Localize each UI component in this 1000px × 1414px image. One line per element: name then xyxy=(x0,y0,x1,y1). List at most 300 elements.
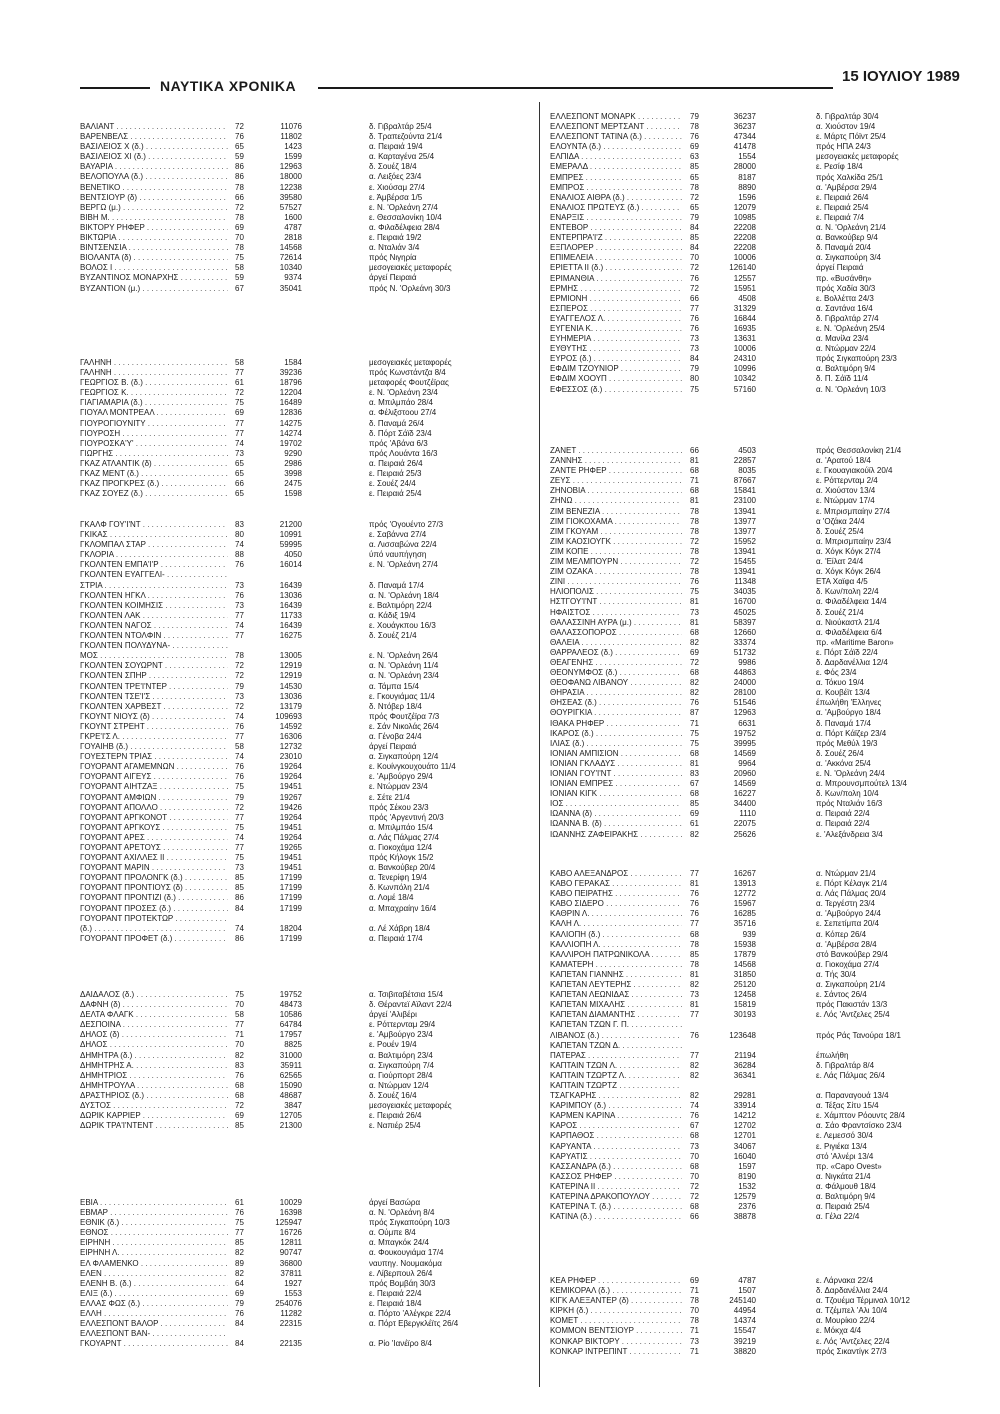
ship-name: ΓΟΥΟΡΑΝΤ ΠΡΟΤΕΚΤΩΡ . . . xyxy=(80,914,228,924)
table-row xyxy=(550,527,970,537)
build-year: 82 xyxy=(690,688,699,698)
table-row xyxy=(550,1152,970,1162)
position-status: δ. Παναμά 17/4 xyxy=(816,718,871,728)
build-year: 70 xyxy=(235,1000,244,1010)
ship-name: ΖΗΝΟΒΙΑ . . . xyxy=(550,486,682,496)
position-status: δ. Σουέζ 25/4 xyxy=(816,526,864,536)
tonnage: 10985 xyxy=(733,212,756,222)
tonnage: 15952 xyxy=(733,536,756,546)
position-status: α. 'Αμβούργο 18/4 xyxy=(816,708,881,718)
table-row xyxy=(550,779,970,789)
table-row xyxy=(550,889,970,899)
build-year: 73 xyxy=(235,691,244,701)
tonnage: 3998 xyxy=(284,469,302,479)
build-year: 85 xyxy=(235,873,244,883)
build-year: 81 xyxy=(690,617,699,627)
build-year: 81 xyxy=(690,597,699,607)
table-row xyxy=(550,547,970,557)
tonnage: 19451 xyxy=(279,853,302,863)
position-status: στό 'Αλνέρι 13/4 xyxy=(816,1151,874,1161)
build-year: 78 xyxy=(235,243,244,253)
ship-name: ΙΘΑΚΑ ΡΗΦΕΡ . . . xyxy=(550,719,682,729)
build-year: 65 xyxy=(235,469,244,479)
left-column-section xyxy=(80,520,525,944)
tonnage: 31850 xyxy=(733,969,756,979)
ship-name: ΔΑΙΔΑΛΟΣ (δ.) . . . xyxy=(80,990,228,1000)
build-year: 75 xyxy=(235,1218,244,1228)
table-row xyxy=(80,530,525,540)
tonnage: 16398 xyxy=(279,1208,302,1218)
position-status: πρός Νιγηρία xyxy=(369,253,417,263)
build-year: 72 xyxy=(690,283,699,293)
position-status: α. Ν. 'Ορλεάνη 21/4 xyxy=(816,223,886,233)
table-row xyxy=(550,1276,970,1286)
build-year: 81 xyxy=(690,969,699,979)
tonnage: 17879 xyxy=(733,949,756,959)
tonnage: 1423 xyxy=(284,142,302,152)
position-status: α. 'Είλατ 24/4 xyxy=(816,557,864,567)
position-status: ε. Πειραιά 22/4 xyxy=(369,1288,422,1298)
table-row xyxy=(550,274,970,284)
tonnage: 4503 xyxy=(738,446,756,455)
build-year: 68 xyxy=(690,466,699,476)
position-status: α. Πειραιά 19/4 xyxy=(369,142,423,152)
position-status: α. Μπρισμπαίην 23/4 xyxy=(816,536,892,546)
position-status: α. Φέλιξστοου 27/4 xyxy=(369,408,437,418)
tonnage: 8187 xyxy=(738,172,756,182)
table-row xyxy=(550,456,970,466)
ship-name: (δ.) . . . xyxy=(80,924,228,934)
ship-name: ΕΛΛΕΣΠΟΝΤ ΜΟΝΑΡΚ . . . xyxy=(550,112,682,122)
ship-name: ΘΕΟΦΑΝΩ ΛΙΒΑΝΟΥ . . . xyxy=(550,678,682,688)
ship-name: ΓΚΟΛΝΤΕΝ ΤΡΕ'Ι'ΝΤΕΡ . . . xyxy=(80,682,228,692)
ship-name: ΛΙΒΑΝΟΣ (δ.) . . . xyxy=(550,1031,682,1041)
ship-name: ΚΑΠΤΑΙΝ ΤΖΩΝ Λ. . . . xyxy=(550,1061,682,1071)
position-status: πρός Ράς Τανούρα 18/1 xyxy=(816,1030,901,1040)
table-row xyxy=(550,294,970,304)
build-year: 73 xyxy=(235,580,244,590)
build-year: 76 xyxy=(235,762,244,772)
position-status: α. Πειραιά 26/4 xyxy=(369,458,423,468)
tonnage: 12963 xyxy=(733,708,756,718)
position-status: α. Βαλτιμόρη 9/4 xyxy=(816,1192,876,1201)
tonnage: 12238 xyxy=(279,182,302,192)
build-year: 85 xyxy=(235,1238,244,1248)
table-row xyxy=(80,1010,525,1020)
ship-name: ΕΛΛΕΣΠΟΝΤ ΒΑΝ- . . . xyxy=(80,1329,228,1339)
table-row xyxy=(550,729,970,739)
build-year: 82 xyxy=(690,1070,699,1080)
ship-name: ΒΥΖΑΝΤΙΝΟΣ ΜΟΝΑΡΧΗΣ . . . xyxy=(80,273,228,283)
ship-name: ΕΝΤΕΡΠΡΑ'Ι'Ζ . . . xyxy=(550,233,682,243)
position-status: δ. Ντόβερ 18/4 xyxy=(369,701,422,711)
table-row xyxy=(550,1020,970,1030)
ship-name: ΒΟΛΟΣ Ι . . . xyxy=(80,263,228,273)
ship-name: ΕΒΜΑΡ . . . xyxy=(80,1208,228,1218)
tonnage: 2818 xyxy=(284,233,302,243)
position-status: α. Νιούκαστλ 21/4 xyxy=(816,617,880,627)
position-status: α. Βανκούβερ 20/4 xyxy=(369,863,436,873)
build-year: 69 xyxy=(690,809,699,819)
position-status: ε. 'Αμβούργο 29/4 xyxy=(369,772,433,782)
position-status: άργεί Πειραιά xyxy=(369,742,417,752)
build-year: 76 xyxy=(235,132,244,142)
tonnage: 245140 xyxy=(729,1296,756,1306)
tonnage: 15455 xyxy=(733,557,756,567)
position-status: α. Σιγκαπούρη 21/4 xyxy=(816,980,886,990)
ship-name: ΖΙΜ ΓΙΟΚΟΧΑΜΑ . . . xyxy=(550,517,682,527)
tonnage: 23100 xyxy=(733,496,756,506)
build-year: 75 xyxy=(235,822,244,832)
build-year: 82 xyxy=(235,1268,244,1278)
tonnage: 10006 xyxy=(733,253,756,263)
build-year: 58 xyxy=(235,358,244,367)
position-status: δ. Κωνπόλη 21/4 xyxy=(369,883,430,893)
table-row xyxy=(550,1162,970,1172)
table-row xyxy=(550,304,970,314)
ship-name: ΓΚΑΖ ΣΟΥΕΖ (δ.) . . . xyxy=(80,489,228,499)
table-row xyxy=(550,1051,970,1061)
table-row xyxy=(80,722,525,732)
position-status: πρός Κωνστάντζα 8/4 xyxy=(369,368,446,378)
tonnage: 18204 xyxy=(279,923,302,933)
build-year: 72 xyxy=(235,671,244,681)
build-year: 86 xyxy=(235,933,244,943)
table-row xyxy=(550,496,970,506)
position-status: α. Νιγκάτα 21/4 xyxy=(816,1171,871,1181)
build-year: 76 xyxy=(235,560,244,570)
tonnage: 19451 xyxy=(279,863,302,873)
build-year: 81 xyxy=(690,456,699,466)
position-status: ε. Ν. 'Ορλεάνη 27/4 xyxy=(369,560,438,570)
table-row xyxy=(550,1131,970,1141)
position-status: α. Ρίο 'Ιανέϊρο 8/4 xyxy=(369,1339,432,1349)
ship-name: ΓΚΛΟΡΙΑ . . . xyxy=(80,550,228,560)
position-status: ε. Πειραιά 26/4 xyxy=(369,1111,422,1121)
table-row xyxy=(80,142,525,152)
ship-name: ΘΕΟΝΥΜΦΟΣ (δ.) . . . xyxy=(550,668,682,678)
tonnage: 20960 xyxy=(733,769,756,778)
position-status: ε. Πειραιά 7/4 xyxy=(816,212,865,222)
tonnage: 17199 xyxy=(279,933,302,943)
ship-name: ΚΟΝΚΑΡ ΙΝΤΡΕΠΙΝΤ . . . xyxy=(550,1347,682,1357)
build-year: 72 xyxy=(235,661,244,671)
ship-name: ΚΑΤΕΡΙΝΑ ΙΙ . . . xyxy=(550,1182,682,1192)
position-status: α. Τόκυο 19/4 xyxy=(816,678,864,688)
ship-name: ΚΑΠΕΤΑΝ ΛΕΥΤΕΡΗΣ . . . xyxy=(550,980,682,990)
table-row xyxy=(550,940,970,950)
table-row xyxy=(80,682,525,692)
tonnage: 21194 xyxy=(734,1050,756,1060)
build-year: 77 xyxy=(690,869,699,878)
table-row xyxy=(80,570,525,580)
ship-name: ΕΛΠΙΔΑ . . . xyxy=(550,152,682,162)
build-year: 78 xyxy=(690,526,699,536)
position-status: πρός Σιγκαπούρη 23/3 xyxy=(816,354,897,364)
table-row xyxy=(80,152,525,162)
position-status: α. Ν. 'Ορλεάνη 8/4 xyxy=(369,1208,435,1218)
position-status: α. 'Αμβέρσα 28/4 xyxy=(816,939,877,949)
tonnage: 22208 xyxy=(733,223,756,233)
ship-name: ΕΛΕΝΗ Β. (δ.) . . . xyxy=(80,1279,228,1289)
position-status: ε. Πειραιά 18/4 xyxy=(369,1298,422,1308)
build-year: 69 xyxy=(235,408,244,418)
ship-name: ΕΠΙΜΕΛΕΙΑ . . . xyxy=(550,253,682,263)
position-status: πρ. «Βυσάνθη» xyxy=(816,273,872,283)
build-year: 73 xyxy=(690,607,699,617)
table-row xyxy=(550,173,970,183)
position-status: α. Τάμπα 15/4 xyxy=(369,681,419,691)
ship-name: ΒΑΣΙΛΕΙΟΣ Χ (δ.) . . . xyxy=(80,142,228,152)
tonnage: 14568 xyxy=(279,243,302,253)
position-status: α. Μουρίκιο 22/4 xyxy=(816,1316,875,1326)
position-status: α. Γιούρπορτ 28/4 xyxy=(369,1070,433,1080)
table-row xyxy=(550,909,970,919)
position-status: α. Σιγκαπούρη 7/4 xyxy=(369,1060,434,1070)
table-row xyxy=(550,930,970,940)
tonnage: 16726 xyxy=(279,1228,302,1238)
tonnage: 13913 xyxy=(733,879,756,889)
build-year: 87 xyxy=(690,708,699,718)
tonnage: 16844 xyxy=(733,313,756,323)
build-year: 78 xyxy=(690,1316,699,1326)
build-year: 75 xyxy=(235,398,244,408)
table-row xyxy=(550,557,970,567)
ship-name: ΓΟΥΟΡΑΝΤ ΑΡΓΚΟΝΟΤ . . . xyxy=(80,813,228,823)
position-status: α. Πόρτ Κάϊζερ 23/4 xyxy=(816,728,887,738)
build-year: 74 xyxy=(235,923,244,933)
tonnage: 12919 xyxy=(279,661,302,671)
position-status: α. Ν. 'Ορλεάνη 10/3 xyxy=(816,384,886,394)
position-status: ε. Μόκχα 4/4 xyxy=(816,1326,862,1336)
table-row xyxy=(80,641,525,651)
ship-name: ΣΤΡΙΑ . . . xyxy=(80,581,228,591)
position-status: πρός Λουάντα 16/3 xyxy=(369,448,438,458)
table-row xyxy=(80,398,525,408)
build-year: 74 xyxy=(690,1101,699,1111)
position-status: α. Ντώρμαν 21/4 xyxy=(816,869,876,878)
ship-name: ΚΑΜΑΤΕΡΗ . . . xyxy=(550,960,682,970)
tonnage: 10029 xyxy=(279,1198,302,1207)
table-row xyxy=(80,581,525,591)
ship-name: ΚΟΜΕΤ . . . xyxy=(550,1316,682,1326)
build-year: 76 xyxy=(690,1111,699,1121)
right-column-section xyxy=(550,1276,970,1357)
ship-name: ΒΑΣΙΛΕΙΟΣ ΧΙ (δ.) . . . xyxy=(80,152,228,162)
table-row xyxy=(550,980,970,990)
position-status: α. Κάδιξ 19/4 xyxy=(369,610,416,620)
build-year: 76 xyxy=(690,577,699,587)
build-year: 75 xyxy=(235,253,244,263)
build-year: 68 xyxy=(690,1161,699,1171)
table-row xyxy=(80,243,525,253)
table-row xyxy=(80,1000,525,1010)
position-status: ε. Σουέζ 24/4 xyxy=(369,479,416,489)
tonnage: 1927 xyxy=(284,1278,302,1288)
table-row xyxy=(80,1259,525,1269)
tonnage: 8890 xyxy=(738,182,756,192)
table-row xyxy=(80,479,525,489)
table-row xyxy=(550,1192,970,1202)
ship-name: ΓΚΟΛΝΤΕΝ ΧΑΡΒΕΣΤ . . . xyxy=(80,702,228,712)
tonnage: 17199 xyxy=(279,903,302,913)
ship-name: ΚΕΑ ΡΗΦΕΡ . . . xyxy=(550,1276,682,1286)
table-row xyxy=(550,1142,970,1152)
tonnage: 14374 xyxy=(733,1316,756,1326)
ship-name: ΔΗΜΗΤΡΑ (δ.) . . . xyxy=(80,1051,228,1061)
ship-name: ΙΛΙΑΣ (δ.) . . . xyxy=(550,739,682,749)
position-status: δ. Τραπεζούντα 21/4 xyxy=(369,132,443,142)
tonnage: 22208 xyxy=(733,243,756,253)
build-year: 76 xyxy=(690,909,699,919)
ship-name: ΒΙΚΤΩΡΙΑ . . . xyxy=(80,233,228,243)
tonnage: 8825 xyxy=(284,1040,302,1050)
table-row xyxy=(80,914,525,924)
position-status: ε. Ναπιέρ 25/4 xyxy=(369,1121,421,1131)
tonnage: 2986 xyxy=(284,458,302,468)
position-status: έπωλήθη xyxy=(816,1050,849,1060)
table-row xyxy=(80,1198,525,1208)
tonnage: 17199 xyxy=(279,893,302,903)
build-year: 64 xyxy=(235,1278,244,1288)
tonnage: 9374 xyxy=(284,273,302,283)
tonnage: 14569 xyxy=(733,779,756,789)
right-column-section xyxy=(550,112,970,395)
table-row xyxy=(550,193,970,203)
ship-name: ΒΕΡΓΩ (μ.) . . . xyxy=(80,203,228,213)
build-year: 77 xyxy=(235,418,244,428)
tonnage: 36800 xyxy=(279,1258,302,1268)
ship-name: ΒΙΒΗ Μ. . . . xyxy=(80,213,228,223)
position-status: ε. Πειραιά 25/4 xyxy=(369,489,422,499)
build-year: 66 xyxy=(235,479,244,489)
tonnage: 34035 xyxy=(733,587,756,597)
table-row xyxy=(550,344,970,354)
table-row xyxy=(550,769,970,779)
tonnage: 19265 xyxy=(279,843,302,852)
ship-name: ΘΗΡΑΣΙΑ . . . xyxy=(550,688,682,698)
ship-name: ΚΑΤΕΡΙΝΑ Τ. (δ.) . . . xyxy=(550,1202,682,1212)
ship-name: ΕΛ ΦΛΑΜΕΝΚΟ . . . xyxy=(80,1259,228,1269)
table-row xyxy=(550,1306,970,1316)
ship-name: ΓΟΥΟΡΑΝΤ ΑΓΑΜΕΜΝΩΝ . . . xyxy=(80,762,228,772)
ship-name: ΘΟΥΡΙΓΚΙΑ . . . xyxy=(550,708,682,718)
ship-name: ΕΡΜΙΟΝΗ . . . xyxy=(550,294,682,304)
position-status: δ. Σουέζ 21/4 xyxy=(369,631,417,641)
position-status: πρός 'Αβάνα 6/3 xyxy=(369,438,428,448)
tonnage: 12702 xyxy=(733,1121,756,1131)
build-year: 78 xyxy=(690,182,699,192)
position-status: πρ. «Capo Ovest» xyxy=(816,1161,882,1171)
ship-name: ΓΟΥΟΡΑΝΤ ΑΡΓΚΟΥΣ . . . xyxy=(80,823,228,833)
position-status: ε. Ντώρμαν 17/4 xyxy=(816,496,875,506)
tonnage: 16267 xyxy=(733,869,756,878)
position-status: α. Χόγκ Κόγκ 27/4 xyxy=(816,546,881,556)
table-row xyxy=(550,608,970,618)
build-year: 82 xyxy=(690,1060,699,1070)
build-year: 58 xyxy=(235,263,244,273)
table-row xyxy=(80,1081,525,1091)
ship-name: ΔΕΣΠΟΙΝΑ . . . xyxy=(80,1020,228,1030)
build-year: 83 xyxy=(235,520,244,529)
build-year: 84 xyxy=(690,243,699,253)
build-year: 77 xyxy=(235,843,244,852)
ship-name: ΚΑΠΕΤΑΝ ΔΙΑΜΑΝΤΗΣ . . . xyxy=(550,1010,682,1020)
build-year: 81 xyxy=(690,879,699,889)
table-row xyxy=(550,233,970,243)
build-year: 77 xyxy=(235,731,244,741)
tonnage: 22135 xyxy=(279,1339,302,1349)
table-row xyxy=(80,934,525,944)
ship-name: ΓΟΥΟΡΑΝΤ ΠΡΟΣΕΣ (δ.) . . . xyxy=(80,904,228,914)
tonnage: 9964 xyxy=(738,758,756,768)
ship-name: ΓΟΥΟΡΑΝΤ ΠΡΟΦΕΤ (δ.) . . . xyxy=(80,934,228,944)
tonnage: 12811 xyxy=(280,1238,302,1248)
position-status: α. Μπρουνσμπούτελ 13/4 xyxy=(816,779,907,789)
tonnage: 12732 xyxy=(279,742,302,752)
position-status: πρ. «Maritime Baron» xyxy=(816,637,894,647)
position-status: δ. Δαρδανέλλια 12/4 xyxy=(816,657,888,667)
ship-name: ΔΗΜΗΤΡΙΟΣ . . . xyxy=(80,1071,228,1081)
build-year: 66 xyxy=(235,192,244,202)
build-year: 67 xyxy=(235,283,244,293)
tonnage: 254076 xyxy=(275,1298,302,1308)
position-status: α. Ν. 'Ορλεάνη 23/4 xyxy=(369,671,439,681)
table-row xyxy=(550,1202,970,1212)
position-status: ε. Ν. 'Ορλεάνη 26/4 xyxy=(369,651,438,661)
position-status: ε. Ντώρμαν 23/4 xyxy=(369,782,428,792)
tonnage: 59995 xyxy=(279,540,302,550)
tonnage: 39580 xyxy=(279,192,302,202)
position-status: μεταφορές Φουτζέϊρας xyxy=(369,378,449,388)
position-status: α. Γέλα 22/4 xyxy=(816,1212,860,1222)
ship-name: ΕΣΠΕΡΟΣ . . . xyxy=(550,304,682,314)
table-row xyxy=(550,284,970,294)
ship-name: ΚΑΣΣΑΝΔΡΑ (δ.) . . . xyxy=(550,1162,682,1172)
build-year: 75 xyxy=(235,990,244,999)
tonnage: 1584 xyxy=(284,358,302,367)
build-year: 72 xyxy=(690,657,699,667)
ship-name: ΕΛΕΝ . . . xyxy=(80,1269,228,1279)
ship-name: ΚΑΒΟ ΑΛΕΞΑΝΔΡΟΣ . . . xyxy=(550,869,682,879)
table-row xyxy=(80,833,525,843)
ship-name: ΓΟΥΟΡΑΝΤ ΜΑΡΙΝ . . . xyxy=(80,863,228,873)
tonnage: 14568 xyxy=(733,959,756,969)
build-year: 66 xyxy=(690,293,699,303)
position-status: ε. Χιούσαμ 27/4 xyxy=(369,182,425,192)
tonnage: 12701 xyxy=(733,1131,756,1141)
table-row xyxy=(80,1208,525,1218)
ship-name: ΕΝΤΕΒΟΡ . . . xyxy=(550,223,682,233)
build-year: 67 xyxy=(690,779,699,789)
ship-name: ΚΑΛΛΙΡΟΗ ΠΑΤΡΩΝΙΚΟΛΑ . . . xyxy=(550,950,682,960)
position-status: δ. Σουέζ 26/4 xyxy=(816,748,864,758)
ship-name: ΕΛΛΗ . . . xyxy=(80,1309,228,1319)
table-row xyxy=(80,223,525,233)
build-year: 85 xyxy=(690,233,699,243)
build-year: 79 xyxy=(235,681,244,691)
ship-name: ΙΟΝΙΑΝ ΚΙΓΚ . . . xyxy=(550,789,682,799)
position-status: ε. Πόρτ Κέλαγκ 21/4 xyxy=(816,879,888,889)
tonnage: 12660 xyxy=(733,627,756,637)
table-row xyxy=(80,893,525,903)
table-row xyxy=(80,183,525,193)
position-status: δ. Π. Σάϊδ 11/4 xyxy=(816,374,869,384)
ship-name: ΕΥΑΓΓΕΛΟΣ Λ. . . . xyxy=(550,314,682,324)
ship-name: ΓΙΟΥΡΟΓΙΟΥΝΙΤΥ . . . xyxy=(80,419,228,429)
build-year: 68 xyxy=(690,486,699,496)
table-row xyxy=(80,1248,525,1258)
